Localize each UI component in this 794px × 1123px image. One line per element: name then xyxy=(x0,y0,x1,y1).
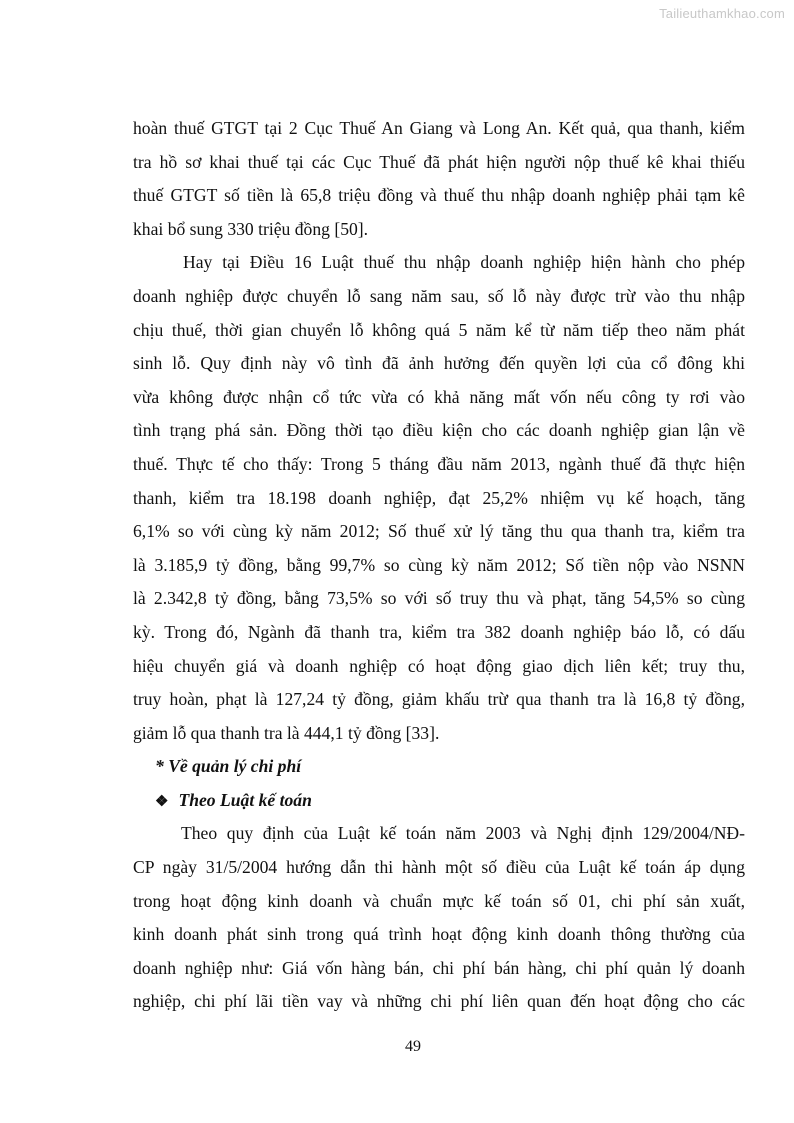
text-line: truy hoàn, phạt là 127,24 tỷ đồng, giảm khấu trừ qua thanh tra là 16,8 tỷ đồng, xyxy=(133,689,745,710)
text-line: giảm lỗ qua thanh tra là 444,1 tỷ đồng [33]. xyxy=(133,722,440,743)
text-line: chịu thuế, thời gian chuyển lỗ không quá 5 năm kể từ năm tiếp theo năm phát xyxy=(133,319,745,340)
text-line: hoàn thuế GTGT tại 2 Cục Thuế An Giang và Long An. Kết quả, qua thanh, kiểm xyxy=(133,118,745,138)
document-body xyxy=(133,112,745,1019)
section-heading: * Về quản lý chi phí xyxy=(155,756,302,777)
text-line: tình trạng phá sản. Đồng thời tạo điều kiện cho các doanh nghiệp gian lận về xyxy=(133,420,745,441)
text-line: thuế GTGT số tiền là 65,8 triệu đồng và thuế thu nhập doanh nghiệp phải tạm kê xyxy=(133,185,745,206)
text-line: kinh doanh phát sinh trong quá trình hoạt động kinh doanh thông thường của xyxy=(133,924,745,945)
text-line: sinh lỗ. Quy định này vô tình đã ảnh hưởng đến quyền lợi của cổ đông khi xyxy=(133,353,745,374)
text-line: 6,1% so với cùng kỳ năm 2012; Số thuế xử lý tăng thu qua thanh tra, kiểm tra xyxy=(133,521,745,542)
text-line: doanh nghiệp được chuyển lỗ sang năm sau, số lỗ này được trừ vào thu nhập xyxy=(133,285,745,306)
text-line: khai bổ sung 330 triệu đồng [50]. xyxy=(133,218,369,239)
text-line: doanh nghiệp như: Giá vốn hàng bán, chi phí bán hàng, chi phí quản lý doanh xyxy=(133,957,745,978)
diamond-bullet-icon: ❖ xyxy=(155,793,169,810)
text-line: trong hoạt động kinh doanh và chuẩn mực kế toán số 01, chi phí sản xuất, xyxy=(133,890,745,911)
paragraph-2 xyxy=(133,246,745,750)
paragraph-3 xyxy=(133,817,745,1019)
text-line: CP ngày 31/5/2004 hướng dẫn thi hành một số điều của Luật kế toán áp dụng xyxy=(133,857,745,878)
subsection-heading-text: Theo Luật kế toán xyxy=(178,789,312,810)
text-line: kỳ. Trong đó, Ngành đã thanh tra, kiểm tra 382 doanh nghiệp báo lỗ, có dấu xyxy=(133,621,745,642)
text-line: thanh, kiểm tra 18.198 doanh nghiệp, đạt 25,2% nhiệm vụ kế hoạch, tăng xyxy=(133,487,745,508)
page-number: 49 xyxy=(405,1038,421,1055)
text-line: là 2.342,8 tỷ đồng, bằng 73,5% so với số truy thu và phạt, tăng 54,5% so cùng xyxy=(133,588,745,609)
text-line: Hay tại Điều 16 Luật thuế thu nhập doanh nghiệp hiện hành cho phép xyxy=(183,252,745,273)
subsection-heading xyxy=(133,784,745,818)
text-line: thuế. Thực tế cho thấy: Trong 5 tháng đầu năm 2013, ngành thuế đã thực hiện xyxy=(133,453,745,474)
text-line: là 3.185,9 tỷ đồng, bằng 99,7% so cùng kỳ năm 2012; Số tiền nộp vào NSNN xyxy=(133,554,745,575)
paragraph-1 xyxy=(133,112,745,246)
text-line: tra hồ sơ khai thuế tại các Cục Thuế đã phát hiện người nộp thuế kê khai thiếu xyxy=(133,151,745,172)
text-line: Theo quy định của Luật kế toán năm 2003 và Nghị định 129/2004/NĐ- xyxy=(181,823,745,844)
text-line: nghiệp, chi phí lãi tiền vay và những chi phí liên quan đến hoạt động cho các xyxy=(133,991,745,1012)
text-line: hiệu chuyển giá và doanh nghiệp có hoạt động giao dịch liên kết; truy thu, xyxy=(133,655,745,676)
watermark: Tailieuthamkhao.com xyxy=(659,6,785,21)
text-line: vừa không được nhận cổ tức vừa có khả năng mất vốn nếu công ty rơi vào xyxy=(133,386,745,407)
